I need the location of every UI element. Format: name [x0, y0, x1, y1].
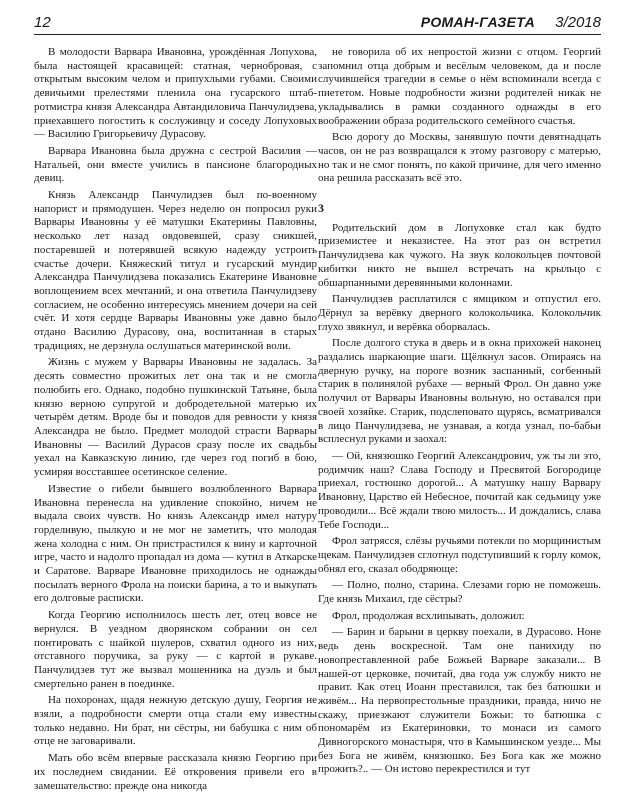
paragraph: Мать обо всём впервые рассказала князю Георгию при их последнем свидании. Её откровения привели его в замешательство: прежде она никогда: [34, 752, 317, 792]
left-column: [34, 46, 317, 792]
page-header: [34, 14, 601, 35]
paragraph: Варвара Ивановна была дружна с сестрой Василия — Натальей, они вместе учились в пансионе благородных девиц.: [34, 144, 317, 185]
paragraph: не говорила об их непростой жизни с отцом. Георгий запомнил отца добрым и весёлым человеком, да и после случившейся трагедии в семье о нём вспоминали всегда с пиететом. Новые подробности жизни родителей никак не укладывались в рамки созданного однажды в его воображении образа родительского семейного счастья.: [318, 46, 601, 127]
paragraph: После долгого стука в дверь и в окна прихожей наконец раздались шаркающие шаги. Щёлкнул засов. Опираясь на дверную ручку, на пороге возник заспанный, согбенный старик в полинялой рубахе — верный Фрол. Он давно уже получил от Варвары Ивановны вольную, но оставался при своей хозяйке. Старик, подслеповато щурясь, всматривался в лицо Панчулидзева, не узнавая, а когда узнал, по-бабьи всплеснул руками и заохал:: [318, 337, 601, 446]
magazine-title: РОМАН-ГАЗЕТА: [420, 14, 535, 30]
right-column: [318, 46, 601, 792]
paragraph: — Ой, князюшко Георгий Александрович, уж ты ли это, родимчик наш? Слава Господу и Пресвятой Богородице приехал, гостюшко дорогой... А матушку нашу Варвару Ивановну, Царство ей Небесное, почитай как седьмицу уже проводили... Всё ждали твою милость... И дождались, слава Тебе Господи...: [318, 449, 601, 531]
paragraph: — Барин и барыни в церкву поехали, в Дурасово. Ноне ведь день воскресной. Там оне панихиду по новопреставленной рабе Божьей Варваре заказали... В нашей-от церковке, почитай, два года уж службу никто не правит. Как отец Иоанн преставился, так без батюшки и живём... На первопрестольные праздники, правда, ничо не скажу, приезжают служители Божьи: то батюшка с пономарём из Екатериновки, то монаси из самого Дивногорского монастыря, что в Камышинском уезде... Мы без Бога не живём, князюшко. Без Бога как же можно прожить?.. — Он истово перекрестился и тут: [318, 626, 601, 776]
paragraph: Жизнь с мужем у Варвары Ивановны не задалась. За десять совместно прожитых лет она так и не смогла полюбить его. Однако, подобно пушкинской Татьяне, была князю верною супругой и добродетельной матерью их четырём детям. Вроде бы и поводов для ревности у князя Александра не было. Предмет молодой страсти Варвары Ивановны — Василий Дурасов сразу после их свадьбы уехал на Кавказскую линию, где через год погиб в бою, усмиряя восставшее осетинское селение.: [34, 356, 317, 479]
paragraph: Фрол, продолжая всхлипывать, доложил:: [332, 609, 525, 622]
paragraph: Когда Георгию исполнилось шесть лет, отец вовсе не вернулся. В уездном дворянском собрании он сел понтировать с шайкой шулеров, схватил одного из них, отставного поручика, за руку — с картой в рукаве. Панчулидзев тут же вызвал мошенника на дуэль и был смертельно ранен в поединке.: [34, 609, 317, 690]
page-number: 12: [34, 14, 51, 31]
paragraph: — Полно, полно, старина. Слезами горю не поможешь. Где князь Михаил, где сёстры?: [318, 579, 601, 606]
paragraph: Всю дорогу до Москвы, занявшую почти девятнадцать часов, он не раз возвращался к этому разговору с матерью, но так и не смог понять, по какой причине, для чего именно она решила рассказать всё это.: [318, 131, 601, 185]
paragraph: Князь Александр Панчулидзев был по-военному напорист и прямодушен. Через неделю он попросил руки Варвары Ивановны у её матушки Екатерины Павловны, несколько лет назад овдовевшей, сразу сникшей, постаревшей и потерявшей всякую надежду устроить счастье дочери. Княжеский титул и гусарский мундир Александра Панчулидзева показались Екатерине Ивановне воплощением всех мечтаний, и она ответила Панчулидзеву согласием, не особенно интересуясь мнением дочери на сей счёт. И хотя сердце Варвары Ивановны уже давно было отдано Василию Дурасову, она, воспитанная в старых традициях, не дерзнула ослушаться материнской воли.: [34, 189, 317, 352]
section-number: 3: [318, 201, 324, 216]
paragraph: Родительский дом в Лопуховке стал как будто приземистее и неказистее. На этот раз он встретил Панчулидзева как чужого. На звук колокольцев почтовой кибитки никто не вышел встречать на крыльцо с обшарпанными деревянными колоннами.: [318, 221, 601, 289]
paragraph: Фрол затрясся, слёзы ручьями потекли по морщинистым щекам. Панчулидзев сглотнул подступивший к горлу комок, обнял его, сказал ободряюще:: [318, 535, 601, 575]
paragraph: Известие о гибели бывшего возлюбленного Варвара Ивановна перенесла на удивление спокойно, ничем не выдала своих чувств. Но князь Александр имел натуру горделивую, пылкую и не мог не заметить, что молодая жена холодна с ним. Он пристрастился к вину и карточной игре, часто и надолго пропадал из дома — кутил в Аткарске и Саратове. Варваре Ивановне приходилось не однажды посылать верного Фрола на поиски барина, а то и выкупать его долговые расписки.: [34, 482, 317, 605]
paragraph: В молодости Варвара Ивановна, урождённая Лопухова, была настоящей красавицей: статная, чернобровая, с открытым высоким челом и припухлыми губами. Своими девичьими прелестями пленила она гусарского штаб-ротмистра князя Александра Автандиловича Панчулидзева, приехавшего погостить к сослуживцу и соседу Лопуховых — Василию Григорьевичу Дурасову.: [34, 46, 317, 141]
paragraph: Панчулидзев расплатился с ямщиком и отпустил его. Дёрнул за верёвку дверного колокольчика. Колокольчик глухо звякнул, и верёвка оборвалась.: [318, 293, 601, 333]
paragraph: На похоронах, щадя нежную детскую душу, Георгия не взяли, а подробности смерти отца стали ему известны только недавно. Ни брат, ни сёстры, ни бабушка с ним об отце не заговаривали.: [34, 694, 317, 748]
issue-number: 3/2018: [555, 14, 601, 31]
